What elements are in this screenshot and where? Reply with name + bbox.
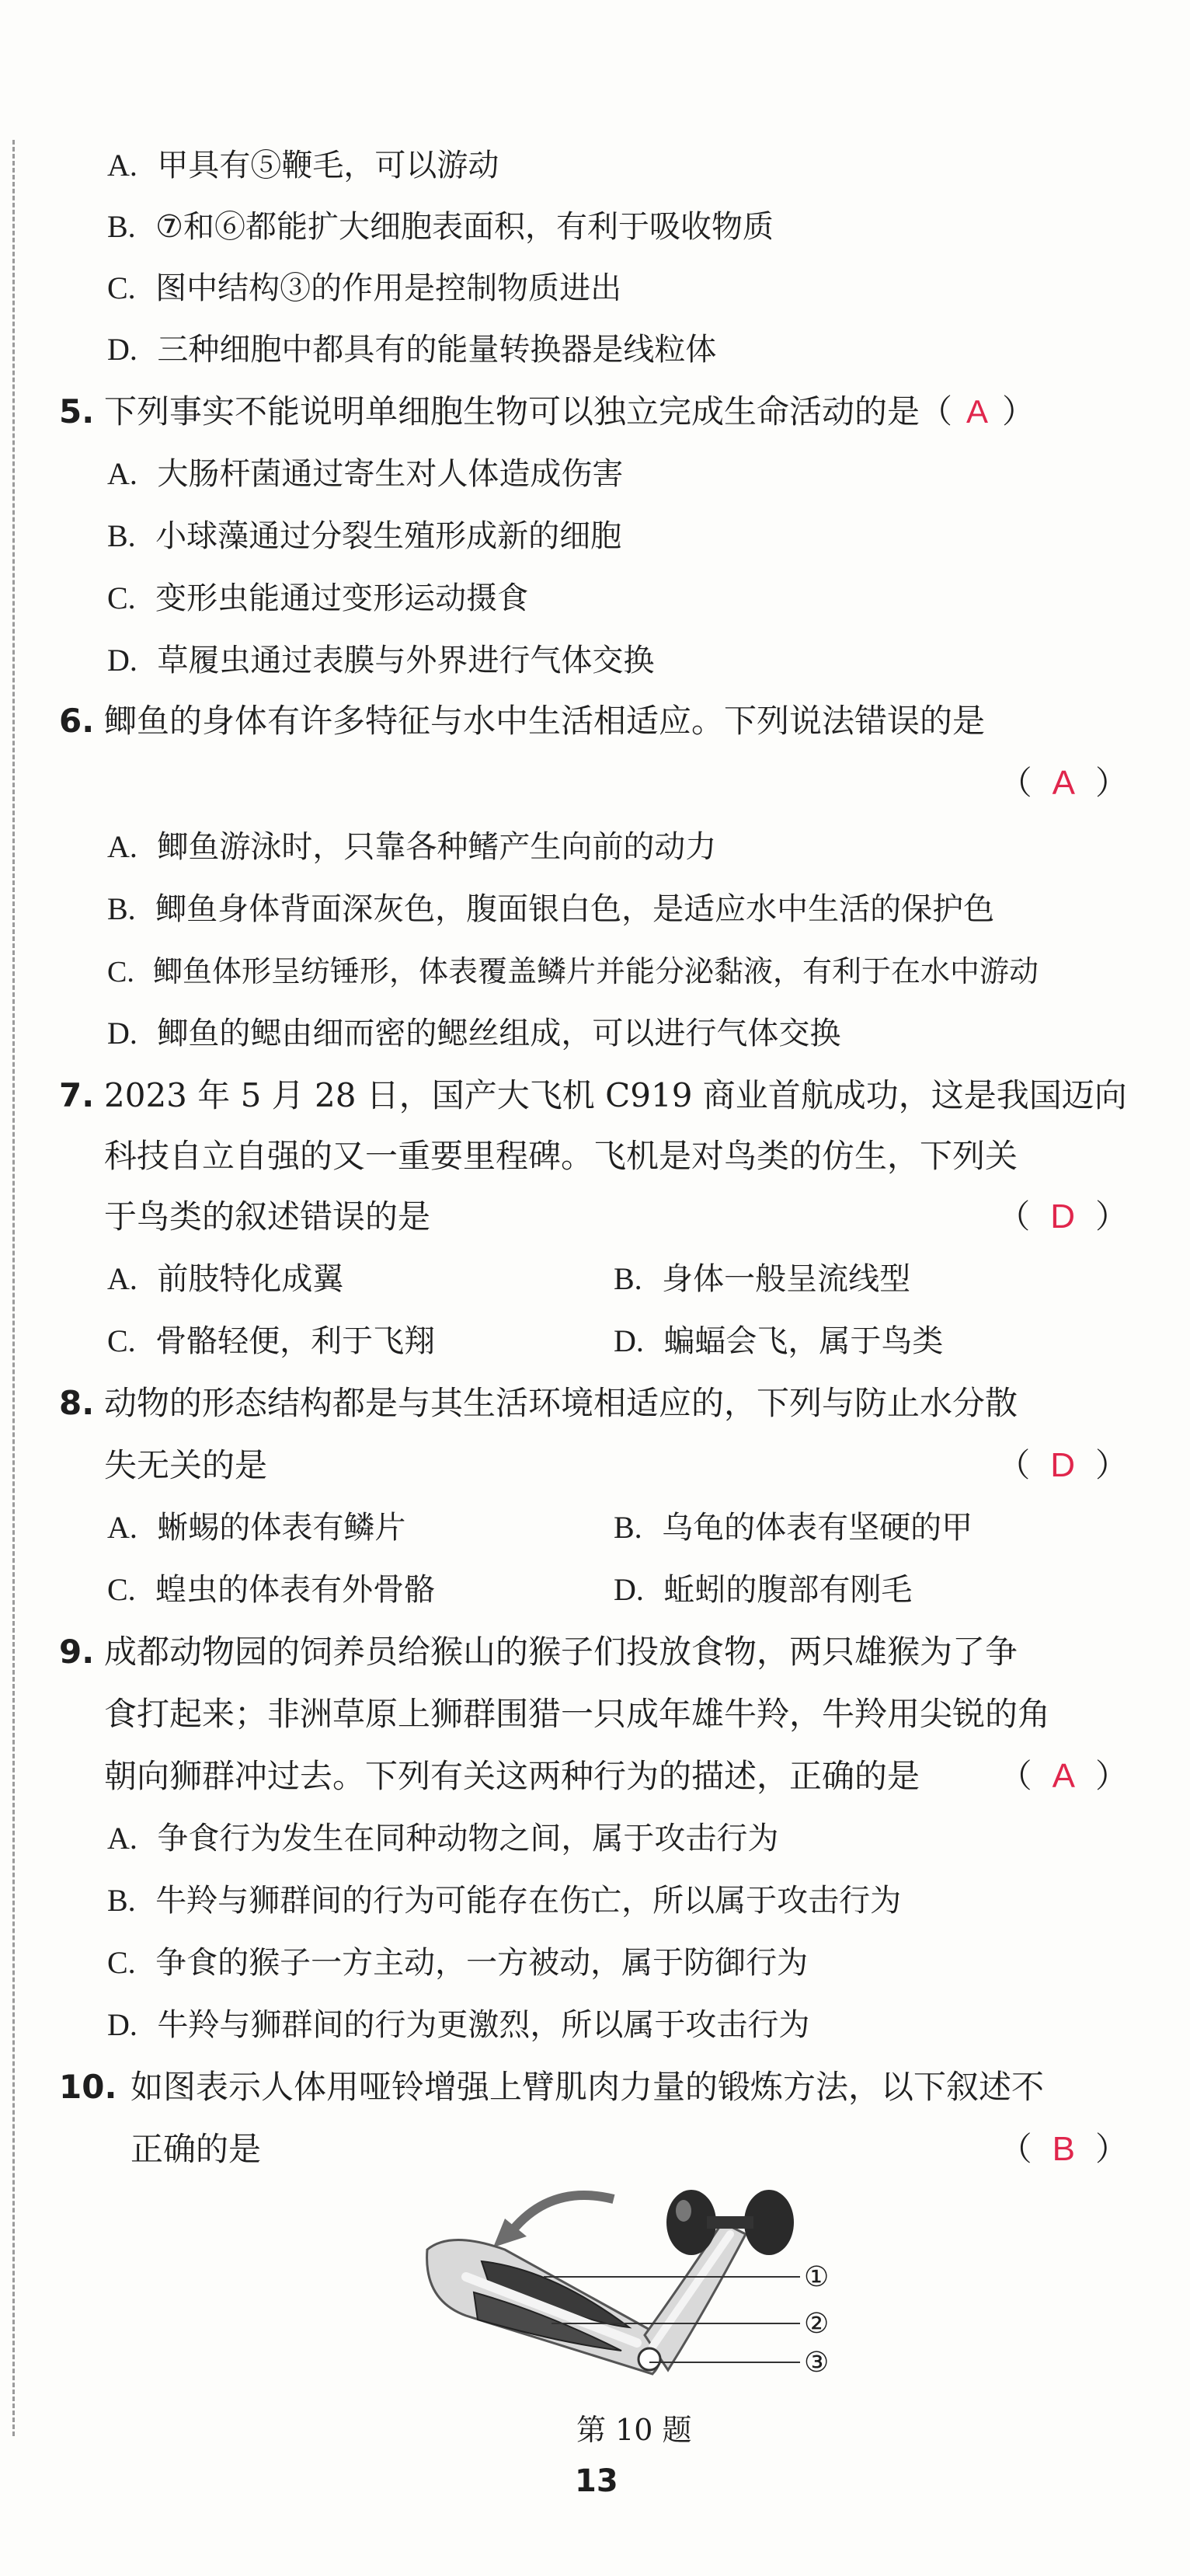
q9-option-d: D. 牛羚与狮群间的行为更激烈，所以属于攻击行为 <box>107 2007 810 2043</box>
q7-option-b: B. 身体一般呈流线型 <box>614 1261 911 1297</box>
rotation-arrow <box>513 2195 614 2230</box>
q9-option-b: B. 牛羚与狮群间的行为可能存在伤亡，所以属于攻击行为 <box>107 1883 902 1919</box>
q6-option-d: D. 鲫鱼的鳃由细而密的鳃丝组成，可以进行气体交换 <box>107 1016 841 1051</box>
q7-option-a: A. 前肢特化成翼 <box>107 1261 344 1297</box>
q9-answer: A <box>1052 1757 1075 1795</box>
q4-option-c: C. 图中结构③的作用是控制物质进出 <box>107 270 622 306</box>
dumbbell-handle <box>707 2216 753 2229</box>
elbow-joint <box>638 2348 660 2370</box>
q8-option-c: C. 蝗虫的体表有外骨骼 <box>107 1572 436 1608</box>
q9-option-a: A. 争食行为发生在同种动物之间，属于攻击行为 <box>107 1821 779 1856</box>
q10-answer: B <box>1052 2130 1075 2168</box>
q5-option-b: B. 小球藻通过分裂生殖形成新的细胞 <box>107 518 622 554</box>
q10-stem-line-1: 10. 如图表示人体用哑铃增强上臂肌肉力量的锻炼方法，以下叙述不 <box>59 2068 1045 2106</box>
q7-stem-line-3: 于鸟类的叙述错误的是 <box>104 1197 431 1236</box>
q9-option-c: C. 争食的猴子一方主动，一方被动，属于防御行为 <box>107 1945 809 1981</box>
q6-option-b: B. 鲫鱼身体背面深灰色，腹面银白色，是适应水中生活的保护色 <box>107 891 995 927</box>
q6-stem: 6. 鲫鱼的身体有许多特征与水中生活相适应。下列说法错误的是 <box>59 702 986 740</box>
q6-answer: A <box>1052 764 1075 802</box>
figure-label-1: ① <box>804 2261 830 2293</box>
q9-stem-line-3: 朝向狮群冲过去。下列有关这两种行为的描述，正确的是 <box>104 1757 920 1795</box>
q4-option-b: B. ⑦和⑥都能扩大细胞表面积，有利于吸收物质 <box>107 209 774 245</box>
q7-answer: D <box>1050 1197 1075 1236</box>
q8-answer: D <box>1050 1446 1075 1484</box>
q5-answer: A <box>966 393 989 430</box>
q6-option-a: A. 鲫鱼游泳时，只靠各种鳍产生向前的动力 <box>107 829 717 865</box>
q8-option-d: D. 蚯蚓的腹部有刚毛 <box>614 1572 913 1608</box>
q4-option-d: D. 三种细胞中都具有的能量转换器是线粒体 <box>107 332 717 368</box>
q7-option-c: C. 骨骼轻便，利于飞翔 <box>107 1323 436 1359</box>
q8-stem-line-2: 失无关的是 <box>104 1446 268 1484</box>
q5-option-a: A. 大肠杆菌通过寄生对人体造成伤害 <box>107 456 624 492</box>
q5-option-d: D. 草履虫通过表膜与外界进行气体交换 <box>107 643 655 678</box>
page-number: 13 <box>575 2463 618 2499</box>
q7-option-d: D. 蝙蝠会飞，属于鸟类 <box>614 1323 944 1359</box>
figure-label-2: ② <box>804 2308 830 2340</box>
q7-stem-line-2: 科技自立自强的又一重要里程碑。飞机是对鸟类的仿生，下列关 <box>104 1137 1018 1175</box>
arm-dumbbell-figure <box>419 2176 854 2409</box>
q9-stem-line-1: 9. 成都动物园的饲养员给猴山的猴子们投放食物，两只雄猴为了争 <box>59 1633 1018 1671</box>
q8-stem-line-1: 8. 动物的形态结构都是与其生活环境相适应的，下列与防止水分散 <box>59 1384 1018 1422</box>
q6-option-c: C. 鲫鱼体形呈纺锤形，体表覆盖鳞片并能分泌黏液，有利于在水中游动 <box>107 954 1039 988</box>
q5-option-c: C. 变形虫能通过变形运动摄食 <box>107 580 529 616</box>
figure-label-3: ③ <box>804 2347 830 2379</box>
q8-option-b: B. 乌龟的体表有坚硬的甲 <box>614 1510 973 1546</box>
q6-answer-box: （ A ） <box>999 764 1128 802</box>
q8-answer-box: （ D ） <box>997 1446 1128 1484</box>
q10-stem-line-2: 正确的是 <box>130 2130 262 2168</box>
q9-answer-box: （ A ） <box>999 1757 1128 1795</box>
q10-answer-box: （ B ） <box>999 2130 1128 2168</box>
dumbbell-highlight <box>676 2200 691 2222</box>
binding-guide-dashed-line <box>12 140 15 2436</box>
q4-option-a: A. 甲具有⑤鞭毛，可以游动 <box>107 148 499 183</box>
q8-option-a: A. 蜥蜴的体表有鳞片 <box>107 1510 406 1546</box>
q5-stem: 5. 下列事实不能说明单细胞生物可以独立完成生命活动的是（ A ） <box>59 392 1035 430</box>
figure-caption: 第 10 题 <box>576 2413 692 2447</box>
q7-answer-box: （ D ） <box>997 1197 1128 1236</box>
q9-stem-line-2: 食打起来；非洲草原上狮群围猎一只成年雄牛羚，牛羚用尖锐的角 <box>104 1695 1051 1733</box>
q7-stem-line-1: 7. 2023 年 5 月 28 日，国产大飞机 C919 商业首航成功，这是我国迈向 <box>59 1076 1127 1114</box>
